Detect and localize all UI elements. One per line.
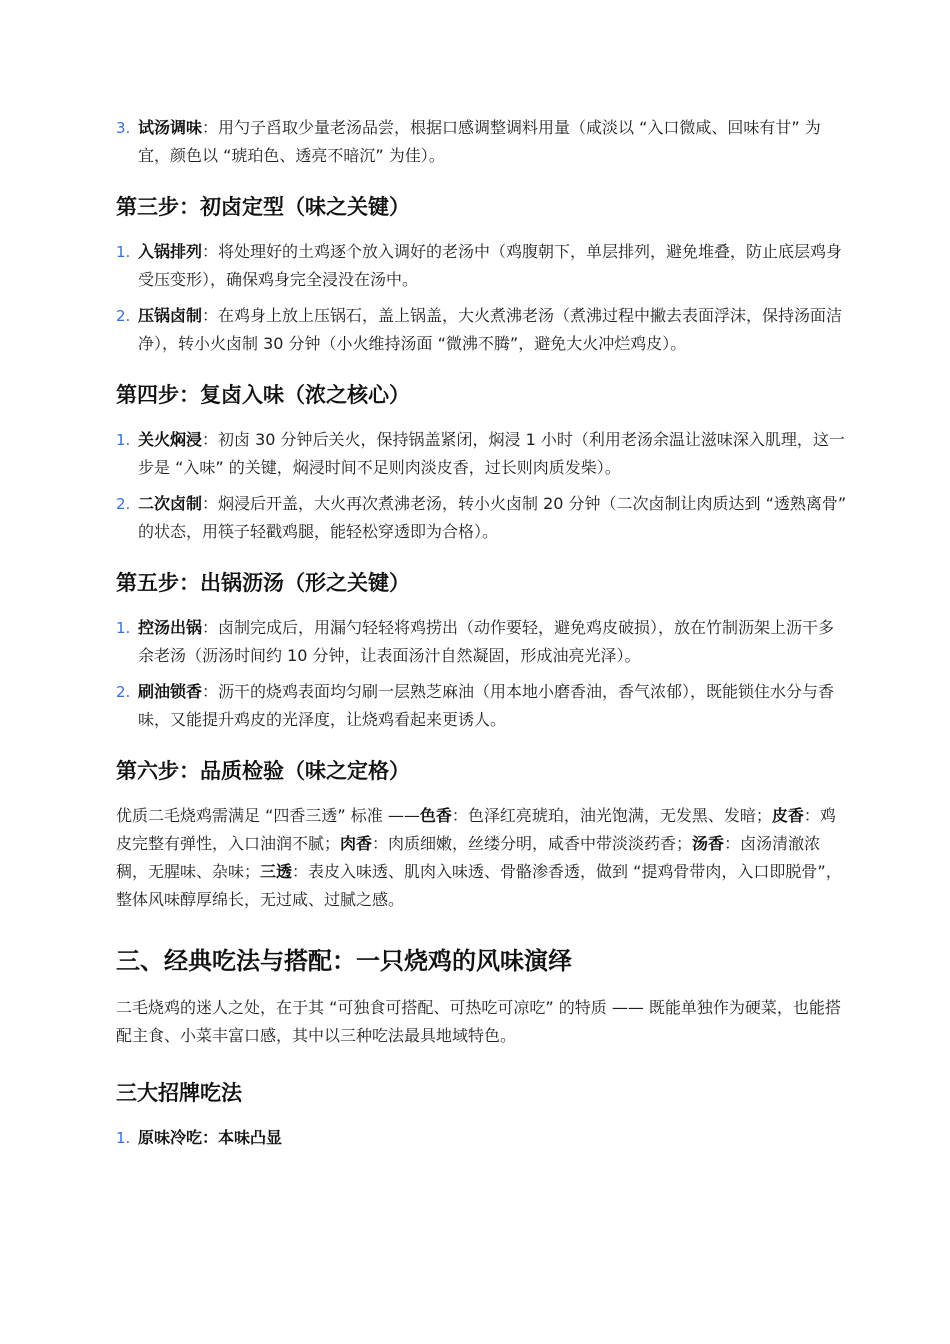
list-item (116, 1124, 850, 1152)
heading-step5: 第五步：出锅沥汤（形之关键） (116, 571, 410, 595)
list-number: 3. (116, 119, 131, 137)
list-item (116, 490, 850, 546)
quality-desc-three: ：表皮入味透、肌肉入味透、骨骼渗香透，做到 “提鸡骨带肉，入口即脱骨”，整体风味醇厚绵长，无过咸、过腻之感。 (116, 862, 842, 909)
quality-desc-soup: ：卤汤清澈浓稠，无腥味、杂味； (116, 834, 821, 881)
heading-section3: 三、经典吃法与搭配：一只烧鸡的风味演绎 (116, 947, 572, 975)
heading-methods: 三大招牌吃法 (116, 1081, 242, 1105)
list-number: 1. (116, 243, 131, 261)
heading-step6: 第六步：品质检验（味之定格） (116, 759, 410, 783)
list-number: 2. (116, 495, 131, 513)
list-number: 2. (116, 307, 131, 325)
step5-list (116, 614, 850, 734)
item-text: ：沥干的烧鸡表面均匀刷一层熟芝麻油（用本地小磨香油，香气浓郁），既能锁住水分与香味，又能提升鸡皮的光泽度，让烧鸡看起来更诱人。 (138, 682, 835, 729)
list-number: 1. (116, 619, 131, 637)
list-number: 2. (116, 683, 131, 701)
heading-step4: 第四步：复卤入味（浓之核心） (116, 383, 410, 407)
list-item (116, 426, 850, 482)
list-item (116, 678, 850, 734)
quality-intro: 优质二毛烧鸡需满足 “四香三透” 标准 —— (116, 806, 420, 825)
list-item (116, 114, 850, 170)
item-term: 入锅排列 (138, 242, 203, 261)
item-text: ：焖浸后开盖，大火再次煮沸老汤，转小火卤制 20 分钟（二次卤制让肉质达到 “透熟离骨” 的状态，用筷子轻戳鸡腿，能轻松穿透即为合格）。 (138, 494, 847, 541)
item-text: ：用勺子舀取少量老汤品尝，根据口感调整调料用量（咸淡以 “入口微咸、回味有甘” 为宜，颜色以 “琥珀色、透亮不暗沉” 为佳）。 (138, 118, 821, 165)
step4-list (116, 426, 850, 546)
list-item (116, 238, 850, 294)
list-number: 1. (116, 1129, 131, 1147)
item-term: 二次卤制 (138, 494, 203, 513)
item-text: ：卤制完成后，用漏勺轻轻将鸡捞出（动作要轻，避免鸡皮破损），放在竹制沥架上沥干多余老汤（沥汤时间约 10 分钟，让表面汤汁自然凝固，形成油亮光泽）。 (138, 618, 835, 665)
list-number: 1. (116, 431, 131, 449)
quality-paragraph (116, 802, 850, 914)
item-term: 关火焖浸 (138, 430, 203, 449)
item-term: 刷油锁香 (138, 682, 203, 701)
quality-desc-skin: ：鸡皮完整有弹性，入口油润不腻； (116, 806, 836, 853)
list-item (116, 302, 850, 358)
quality-term-soup: 汤香 (692, 834, 725, 853)
item-text: ：在鸡身上放上压锅石，盖上锅盖，大火煮沸老汤（煮沸过程中撇去表面浮沫，保持汤面洁净），转小火卤制 30 分钟（小火维持汤面 “微沸不腾”，避免大火冲烂鸡皮）。 (138, 306, 843, 353)
step3-list (116, 238, 850, 358)
quality-term-three: 三透 (260, 862, 293, 881)
quality-term-color: 色香 (419, 806, 452, 825)
item-term: 压锅卤制 (138, 306, 203, 325)
section3-intro: 二毛烧鸡的迷人之处，在于其 “可独食可搭配、可热吃可凉吃” 的特质 —— 既能单独作为硬菜，也能搭配主食、小菜丰富口感，其中以三种吃法最具地域特色。 (116, 998, 841, 1045)
quality-term-meat: 肉香 (340, 834, 373, 853)
quality-desc-color: ：色泽红亮琥珀，油光饱满，无发黑、发暗； (451, 806, 772, 825)
quality-term-skin: 皮香 (771, 806, 804, 825)
item-term: 试汤调味 (138, 118, 203, 137)
step2-list (116, 114, 850, 170)
quality-desc-meat: ：肉质细嫩，丝缕分明，咸香中带淡淡药香； (372, 834, 693, 853)
list-item (116, 614, 850, 670)
item-text: ：初卤 30 分钟后关火，保持锅盖紧闭，焖浸 1 小时（利用老汤余温让滋味深入肌理，这一步是 “入味” 的关键，焖浸时间不足则肉淡皮香，过长则肉质发柴）。 (138, 430, 845, 477)
methods-list (116, 1124, 850, 1152)
heading-step3: 第三步：初卤定型（味之关键） (116, 195, 410, 219)
item-term: 原味冷吃：本味凸显 (138, 1128, 283, 1147)
document-content (116, 114, 850, 1160)
item-text: ：将处理好的土鸡逐个放入调好的老汤中（鸡腹朝下，单层排列，避免堆叠，防止底层鸡身受压变形），确保鸡身完全浸没在汤中。 (138, 242, 843, 289)
item-term: 控汤出锅 (138, 618, 203, 637)
